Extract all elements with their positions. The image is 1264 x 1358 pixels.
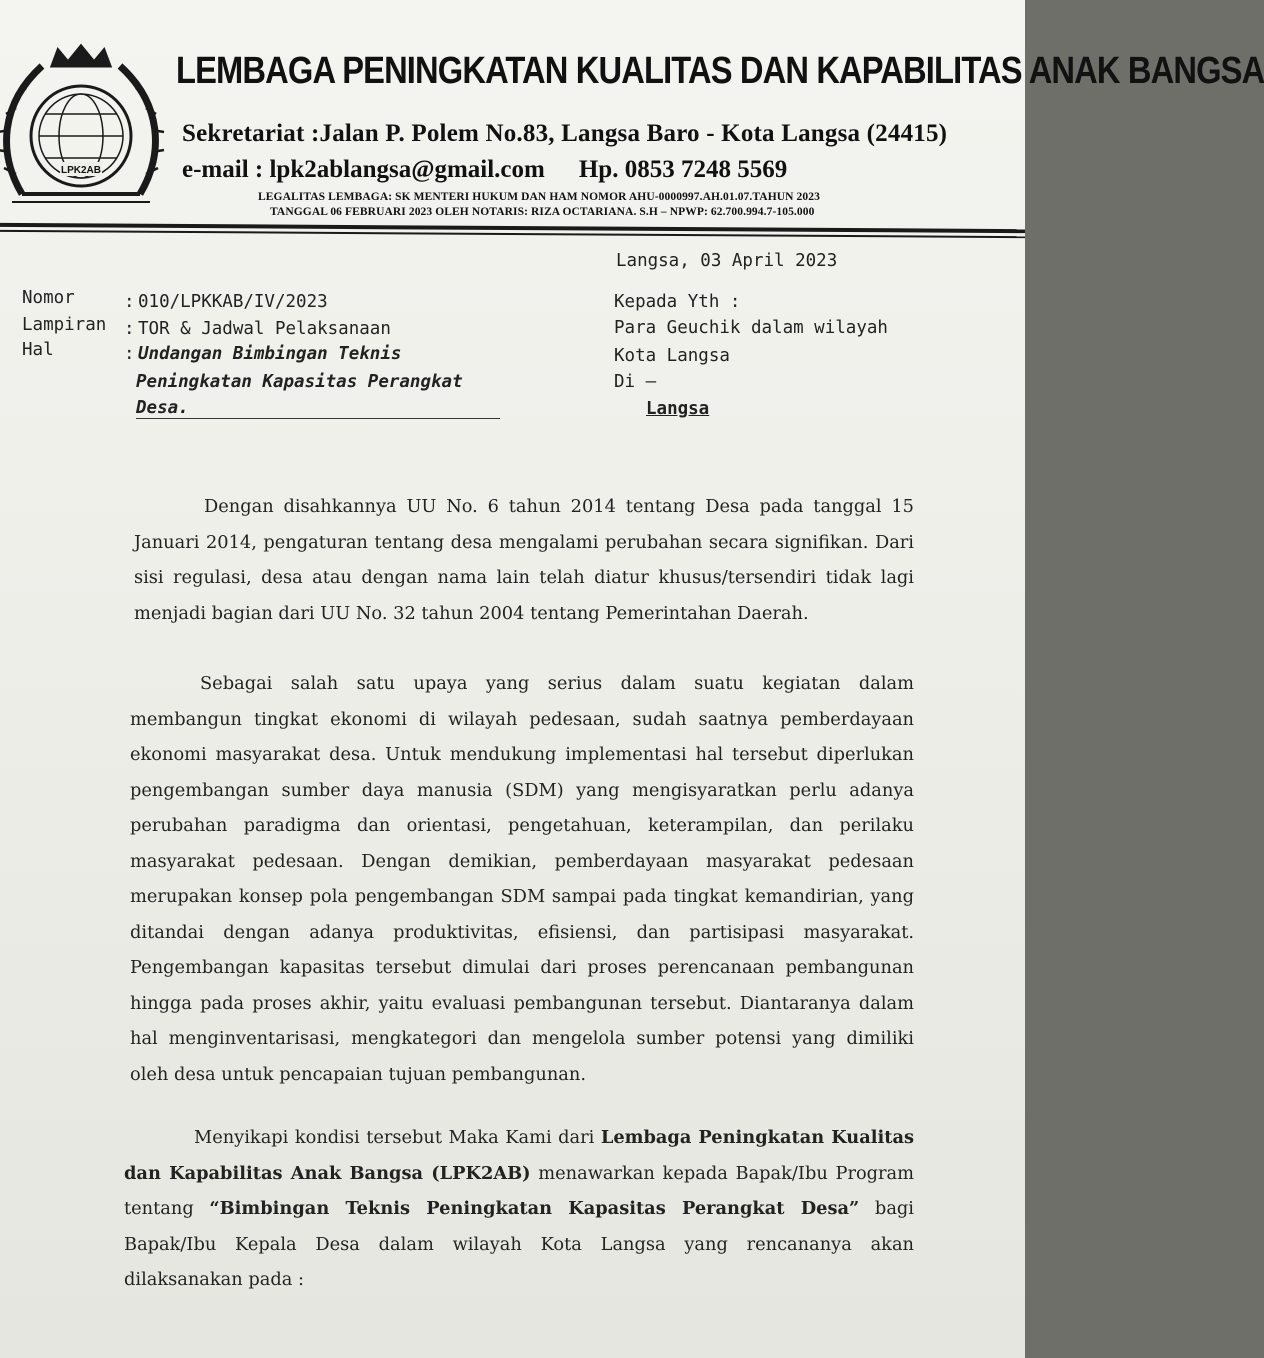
hal-line-3: Desa. — [136, 398, 500, 419]
p3-program: “Bimbingan Teknis Peningkatan Kapasitas Perangkat Desa” — [209, 1198, 860, 1219]
contact-line — [182, 156, 787, 184]
paragraph-2-text: Sebagai salah satu upaya yang serius dalam suatu kegiatan dalam membangun tingkat ekonomi di wilayah pedesaan, sudah saatnya pemberdayaan ekonomi masyarakat desa. Untuk mendukung implementasi hal tersebut diperlukan pengembangan sumber daya manusia (SDM) yang mengisyaratkan perlu adanya perubahan paradigma dan orientasi, pengetahuan, keterampilan, dan perilaku masyarakat pedesaan. Dengan demikian, pemberdayaan masyarakat pedesaan merupakan konsep pola pengembangan SDM sampai pada tingkat kemandirian, yang ditandai dengan adanya produktivitas, efisiensi, dan partisipasi masyarakat. Pengembangan kapasitas tersebut dimulai dari proses perencanaan pembangunan hingga pada proses akhir, yaitu evaluasi pembangunan tersebut. Diantaranya dalam hal menginventarisasi, mengkategori dan mengelola sumber potensi yang dimiliki oleh desa untuk pencapaian tujuan pembangunan. — [130, 673, 914, 1085]
nomor-value: 010/LPKKAB/IV/2023 — [138, 292, 328, 312]
legal-line-2: TANGGAL 06 FEBRUARI 2023 OLEH NOTARIS: RIZA OCTARIANA. S.H – NPWP: 62.700.994.7-105.000 — [270, 206, 815, 218]
paragraph-3-text — [124, 1120, 914, 1298]
phone-text: Hp. 0853 7248 5569 — [578, 156, 788, 183]
p3-offer: menawarkan kepada Bapak/Ibu Program tentang — [124, 1162, 914, 1219]
addressee-line-1: Kepada Yth : — [614, 292, 741, 312]
p3-intro: Menyikapi kondisi tersebut Maka Kami dari — [194, 1127, 601, 1148]
body-paragraph-3 — [124, 1120, 914, 1298]
hal-separator: : — [124, 344, 135, 364]
lampiran-separator: : — [124, 319, 135, 339]
hal-line-2: Peningkatan Kapasitas Perangkat — [136, 372, 463, 392]
addressee-line-2: Para Geuchik dalam wilayah — [614, 318, 888, 338]
addressee-city: Langsa — [646, 399, 710, 419]
body-paragraph-2 — [130, 666, 914, 1092]
body-paragraph-1 — [134, 489, 914, 631]
logo-text: LPK2AB — [60, 165, 102, 176]
email-text: e-mail : lpk2ablangsa@gmail.com — [182, 156, 545, 183]
legal-line-1: LEGALITAS LEMBAGA: SK MENTERI HUKUM DAN HAM NOMOR AHU-0000997.AH.01.07.TAHUN 2023 — [258, 191, 820, 203]
lampiran-label: Lampiran — [22, 315, 107, 335]
nomor-separator: : — [124, 292, 135, 312]
paragraph-1-text: Dengan disahkannya UU No. 6 tahun 2014 tentang Desa pada tanggal 15 Januari 2014, pengaturan tentang desa mengalami perubahan secara signifikan. Dari sisi regulasi, desa atau dengan nama lain telah diatur khusus/tersendiri tidak lagi menjadi bagian dari UU No. 32 tahun 2004 tentang Pemerintahan Daerah. — [134, 496, 914, 624]
lpk2ab-logo — [2, 44, 160, 206]
nomor-label: Nomor — [22, 288, 75, 308]
p3-closing: bagi Bapak/Ibu Kepala Desa dalam wilayah Kota Langsa yang rencananya akan dilaksanakan pada : — [124, 1198, 914, 1290]
organization-title: LEMBAGA PENINGKATAN KUALITAS DAN KAPABILITAS ANAK BANGSA — [176, 50, 1264, 92]
lampiran-value: TOR & Jadwal Pelaksanaan — [138, 319, 391, 339]
secretariat-address: Sekretariat :Jalan P. Polem No.83, Langsa Baro - Kota Langsa (24415) — [182, 120, 948, 147]
letter-date: Langsa, 03 April 2023 — [616, 251, 838, 271]
hal-line-1: Undangan Bimbingan Teknis — [138, 344, 402, 364]
p3-organization: Lembaga Peningkatan Kualitas dan Kapabilitas Anak Bangsa (LPK2AB) — [124, 1127, 914, 1184]
addressee-line-3: Kota Langsa — [614, 346, 730, 366]
addressee-line-4: Di – — [614, 372, 657, 392]
hal-label: Hal — [22, 340, 54, 360]
